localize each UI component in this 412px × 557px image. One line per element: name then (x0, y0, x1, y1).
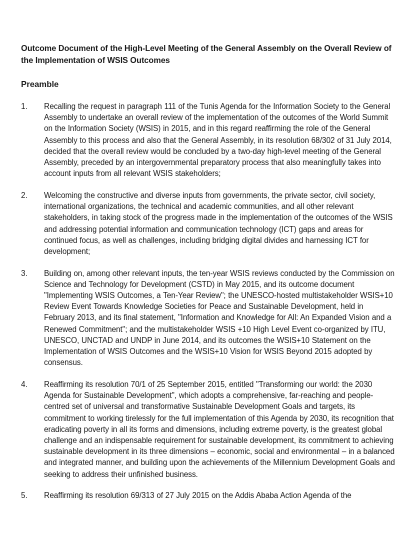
paragraph-number: 2. (21, 190, 28, 200)
paragraph-text: Reaffirming its resolution 70/1 of 25 September 2015, entitled "Transforming our world: the 2030 Agenda for Sustainable Development", which adopts a comprehensive, far-reaching and people-centred set of universal and transformative Sustainable Development Goals and targets, its commitment to working tirelessly for the full implementation of this Agenda by 2030, its recognition that eradicating poverty in all its forms and dimensions, including extreme poverty, is the greatest global challenge and an indispensable requirement for sustainable development, its commitment to achieving sustainable development in its three dimensions – economic, social and environmental – in a balanced and integrated manner, and building upon the achievements of the Millennium Development Goals and seeking to address their unfinished business. (44, 379, 395, 479)
paragraph-number: 3. (21, 268, 28, 278)
paragraph-number: 5. (21, 491, 28, 501)
paragraph-text: Recalling the request in paragraph 111 of the Tunis Agenda for the Information Society to the General Assembly to undertake an overall review of the implementation of the outcomes of the World Summit on the Information Society (WSIS) in 2015, and in this regard reaffirming the role of the General Assembly to this process and also that the General Assembly, in its resolution 68/302 of 31 July 2014, decided that the overall review would be concluded by a two-day high-level meeting of the General Assembly, preceded by an intergovernmental preparatory process that also meaningfully takes into account inputs from all relevant WSIS stakeholders; (44, 102, 392, 179)
paragraph-item (21, 101, 395, 179)
paragraph-item (21, 190, 395, 257)
section-heading-preamble: Preamble (21, 79, 59, 89)
paragraph-list (21, 101, 395, 502)
paragraph-item (21, 379, 395, 480)
paragraph-text: Building on, among other relevant inputs, the ten-year WSIS reviews conducted by the Commission on Science and Technology for Development (CSTD) in May 2015, and its outcome document "Implementing WSIS Outcomes, a Ten-Year Review"; the UNESCO-hosted multistakeholder WSIS+10 Review Event Towards Knowledge Societies for Peace and Sustainable Development, held in February 2013, and its final statement, "Information and Knowledge for All: An Expanded Vision and a Renewed Commitment"; and the multistakeholder WSIS +10 High Level Event co-organized by ITU, UNESCO, UNCTAD and UNDP in June 2014, and its outcomes the WSIS+10 Statement on the Implementation of WSIS Outcomes and the WSIS+10 Vision for WSIS Beyond 2015 adopted by consensus. (44, 268, 395, 368)
paragraph-item (21, 268, 395, 369)
paragraph-text: Reaffirming its resolution 69/313 of 27 July 2015 on the Addis Ababa Action Agenda of the (44, 491, 352, 501)
paragraph-item (21, 490, 395, 501)
paragraph-number: 4. (21, 379, 28, 389)
document-title: Outcome Document of the High-Level Meeting of the General Assembly on the Overall Review of the Implementation of WSIS Outcomes (21, 44, 392, 65)
paragraph-text: Welcoming the constructive and diverse inputs from governments, the private sector, civil society, international organizations, the technical and academic communities, and all other relevant stakeholders, in taking stock of the progress made in the implementation of the outcomes of the WSIS and addressing potential information and communication technology (ICT) gaps and areas for continued focus, as well as challenges, including bridging digital divides and harnessing ICT for development; (44, 190, 393, 256)
paragraph-number: 1. (21, 102, 28, 111)
